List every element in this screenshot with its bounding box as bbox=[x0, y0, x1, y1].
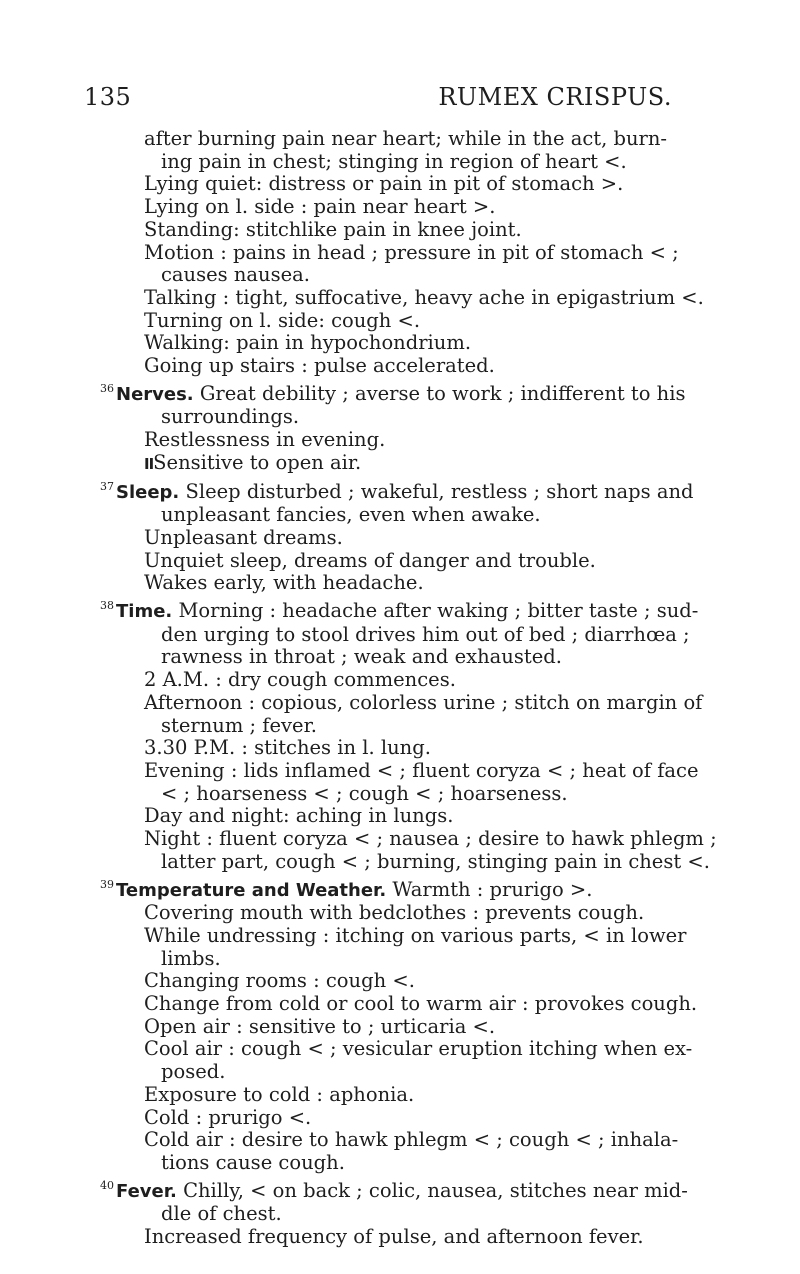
section-title: Sleep. bbox=[116, 481, 180, 503]
section-heading-line bbox=[100, 378, 686, 407]
line-text: 3.30 P.M. : stitches in l. lung. bbox=[144, 736, 431, 760]
line-text: Change from cold or cool to warm air : provokes cough. bbox=[144, 992, 698, 1016]
line-text: Covering mouth with bedclothes : prevents cough. bbox=[144, 901, 645, 925]
text-line bbox=[118, 1226, 678, 1249]
line-text: ing pain in chest; stinging in region of heart <. bbox=[161, 149, 627, 173]
line-text: Cold : prurigo <. bbox=[144, 1105, 312, 1129]
page-number: 135 bbox=[84, 83, 132, 111]
line-text: dle of chest. bbox=[161, 1202, 282, 1226]
section-number: 39 bbox=[100, 877, 114, 891]
section-heading-line bbox=[100, 595, 699, 624]
line-text: surroundings. bbox=[161, 405, 300, 429]
text-line bbox=[118, 151, 678, 174]
text-line bbox=[118, 646, 678, 669]
section-heading-line bbox=[100, 874, 678, 903]
line-text: Sensitive to open air. bbox=[153, 450, 362, 474]
section-number: 40 bbox=[100, 1178, 114, 1192]
text-line bbox=[118, 527, 678, 550]
line-text: Unquiet sleep, dreams of danger and trouble. bbox=[144, 548, 596, 572]
text-line bbox=[118, 219, 678, 242]
text-line bbox=[118, 669, 678, 692]
line-text: Turning on l. side: cough <. bbox=[144, 308, 421, 332]
text-line bbox=[118, 923, 687, 948]
text-line bbox=[118, 622, 690, 647]
emphasis-mark: II bbox=[144, 454, 154, 473]
text-line bbox=[118, 737, 678, 760]
line-text: limbs. bbox=[161, 946, 221, 970]
line-text: latter part, cough < ; burning, stinging pain in chest <. bbox=[161, 849, 710, 873]
text-line bbox=[118, 264, 678, 287]
line-text: Increased frequency of pulse, and afternoon fever. bbox=[144, 1225, 644, 1249]
section-number: 37 bbox=[100, 479, 114, 493]
section-title: Nerves. bbox=[116, 383, 194, 405]
text-line bbox=[118, 128, 678, 151]
text-line bbox=[118, 406, 678, 429]
line-text: Unpleasant dreams. bbox=[144, 525, 343, 549]
text-line bbox=[118, 805, 678, 828]
section-title: Fever. bbox=[116, 1180, 177, 1202]
section-heading-line bbox=[100, 1175, 688, 1204]
line-text: Restlessness in evening. bbox=[144, 428, 386, 452]
line-text: Afternoon : copious, colorless urine ; stitch on margin of bbox=[144, 690, 703, 714]
line-text: Sleep disturbed ; wakeful, restless ; short naps and bbox=[179, 479, 694, 503]
line-text: Walking: pain in hypochondrium. bbox=[144, 331, 472, 355]
text-line bbox=[118, 758, 699, 783]
text-line bbox=[118, 1084, 678, 1107]
line-text: unpleasant fancies, even when awake. bbox=[161, 503, 541, 527]
text-line bbox=[118, 355, 678, 378]
text-line bbox=[118, 285, 704, 310]
text-line bbox=[118, 429, 678, 452]
text-line bbox=[118, 1037, 693, 1061]
running-head: RUMEX CRISPUS. bbox=[438, 83, 672, 111]
text-line bbox=[118, 572, 678, 595]
text-line bbox=[118, 196, 678, 219]
text-line bbox=[118, 849, 710, 874]
text-line bbox=[118, 992, 698, 1016]
section-title: Temperature and Weather. bbox=[116, 879, 387, 901]
line-text: Evening : lids inflamed < ; fluent coryza < ; heat of face bbox=[144, 758, 699, 782]
line-text: Night : fluent coryza < ; nausea ; desire to hawk phlegm ; bbox=[144, 827, 717, 851]
text-line bbox=[118, 332, 678, 355]
line-text: < ; hoarseness < ; cough < ; hoarseness. bbox=[161, 781, 568, 805]
section-number: 36 bbox=[100, 381, 114, 395]
text-line bbox=[118, 173, 678, 196]
text-line bbox=[118, 504, 678, 527]
text-line bbox=[118, 1203, 678, 1226]
line-text: Exposure to cold : aphonia. bbox=[144, 1082, 415, 1106]
line-text: Morning : headache after waking ; bitter taste ; sud- bbox=[172, 599, 699, 623]
line-text: Lying on l. side : pain near heart >. bbox=[144, 195, 496, 219]
text-line bbox=[118, 715, 678, 738]
line-text: causes nausea. bbox=[161, 263, 310, 287]
text-line bbox=[118, 242, 678, 265]
line-text: Great debility ; averse to work ; indifferent to his bbox=[193, 381, 686, 405]
text-line bbox=[118, 970, 678, 993]
line-text: Warmth : prurigo >. bbox=[386, 877, 593, 901]
text-line bbox=[118, 1152, 678, 1175]
line-text: Talking : tight, suffocative, heavy ache in epigastrium <. bbox=[144, 285, 704, 309]
line-text: Chilly, < on back ; colic, nausea, stitches near mid- bbox=[176, 1178, 688, 1202]
line-text: 2 A.M. : dry cough commences. bbox=[144, 668, 456, 692]
page-body bbox=[100, 127, 717, 1249]
text-line bbox=[118, 783, 678, 806]
line-text: sternum ; fever. bbox=[161, 713, 317, 737]
line-text: Motion : pains in head ; pressure in pit of stomach < ; bbox=[144, 240, 679, 264]
line-text: den urging to stool drives him out of bed ; diarrhœa ; bbox=[161, 622, 690, 646]
section-title: Time. bbox=[116, 601, 173, 623]
text-line bbox=[118, 690, 703, 715]
text-line bbox=[118, 1129, 678, 1152]
text-line bbox=[118, 827, 717, 851]
line-text: Cold air : desire to hawk phlegm < ; cough < ; inhala- bbox=[144, 1128, 679, 1152]
text-line bbox=[118, 902, 678, 925]
line-text: tions cause cough. bbox=[161, 1150, 345, 1174]
section-heading-line bbox=[100, 476, 694, 505]
section-number: 38 bbox=[100, 599, 114, 613]
text-line bbox=[118, 452, 678, 476]
line-text: While undressing : itching on various parts, < in lower bbox=[144, 923, 687, 947]
text-line bbox=[118, 1016, 678, 1039]
line-text: Going up stairs : pulse accelerated. bbox=[144, 354, 495, 378]
line-text: Standing: stitchlike pain in knee joint. bbox=[144, 217, 522, 241]
text-line bbox=[118, 948, 678, 971]
line-text: Wakes early, with headache. bbox=[144, 571, 424, 595]
line-text: Open air : sensitive to ; urticaria <. bbox=[144, 1014, 496, 1038]
line-text: Day and night: aching in lungs. bbox=[144, 804, 454, 828]
line-text: rawness in throat ; weak and exhausted. bbox=[161, 645, 562, 669]
text-line bbox=[118, 1061, 678, 1084]
text-line bbox=[118, 550, 678, 573]
text-line bbox=[118, 310, 678, 333]
line-text: Changing rooms : cough <. bbox=[144, 969, 415, 993]
page-header bbox=[84, 82, 672, 112]
line-text: Lying quiet: distress or pain in pit of stomach >. bbox=[144, 172, 624, 196]
line-text: Cool air : cough < ; vesicular eruption itching when ex- bbox=[144, 1037, 693, 1061]
line-text: after burning pain near heart; while in the act, burn- bbox=[144, 127, 668, 150]
text-line bbox=[118, 1107, 678, 1130]
line-text: posed. bbox=[161, 1060, 226, 1084]
